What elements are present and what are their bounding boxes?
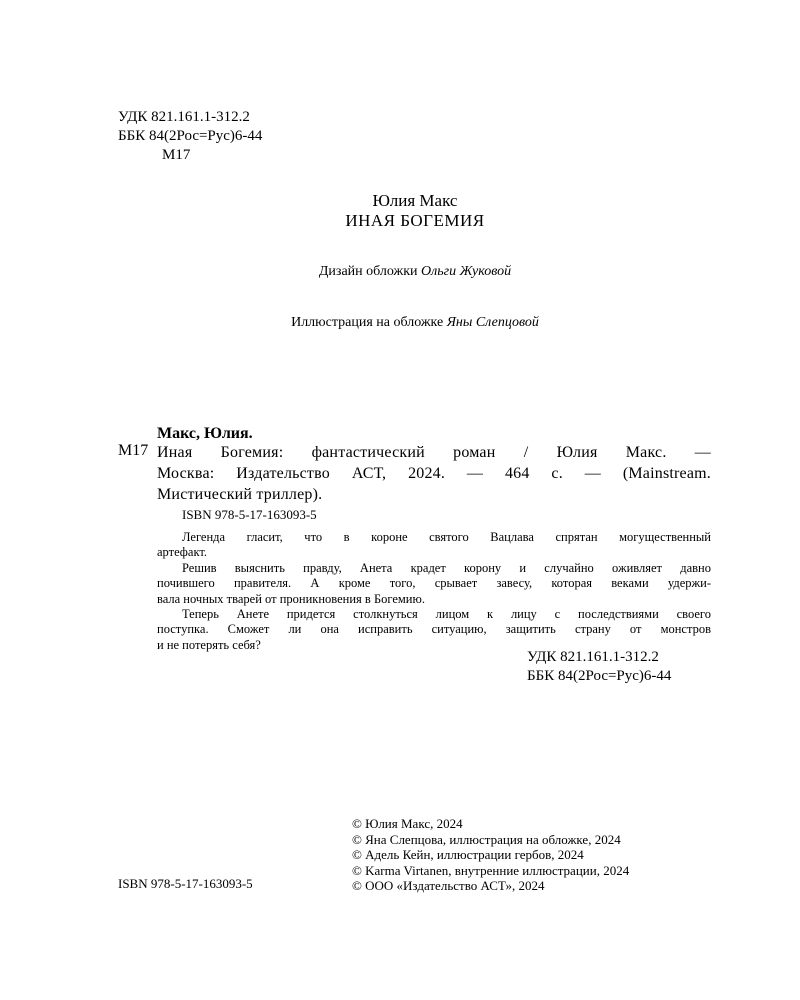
cover-illustration-prefix: Иллюстрация на обложке — [291, 315, 444, 330]
annotation-line: и не потерять себя? — [157, 637, 261, 652]
classification-codes-bottom — [527, 648, 671, 686]
annotation-line: артефакт. — [157, 545, 207, 560]
annotation-line: поступка. Сможет ли она исправить ситуацию, защитить страну от монстров — [157, 622, 711, 637]
copyright-line: © Адель Кейн, иллюстрации гербов, 2024 — [352, 847, 584, 863]
bib-heading: Макс, Юлия. — [157, 425, 253, 442]
bib-isbn: ISBN 978-5-17-163093-5 — [182, 507, 317, 522]
footer-isbn: ISBN 978-5-17-163093-5 — [118, 876, 253, 891]
annotation-line: вала ночных тварей от проникновения в Богемию. — [157, 591, 425, 606]
bbk-code-bottom: ББК 84(2Рос=Рус)6-44 — [527, 668, 672, 684]
annotation-line: Решив выяснить правду, Анета крадет корону и случайно оживляет давно — [182, 560, 711, 575]
bib-line: Москва: Издательство АСТ, 2024. — 464 с. — (Mainstream. — [157, 465, 711, 482]
book-author: Юлия Макс — [372, 191, 458, 210]
copyright-line: © Юлия Макс, 2024 — [352, 816, 463, 831]
annotation-line: Теперь Анете придется столкнуться лицом к лицу с последствиями своего — [182, 607, 711, 622]
cover-design-name: Ольги Жуковой — [421, 264, 512, 279]
copyright-list — [352, 816, 629, 894]
copyright-line: © Яна Слепцова, иллюстрация на обложке, 2024 — [352, 831, 621, 847]
bbk-code: ББК 84(2Рос=Рус)6-44 — [118, 128, 263, 144]
bib-line: Мистический триллер). — [157, 486, 323, 503]
cover-illustration-credit — [0, 315, 800, 331]
copyright-line: © Karma Virtanen, внутренние иллюстрации, 2024 — [352, 862, 630, 878]
book-title: ИНАЯ БОГЕМИЯ — [345, 211, 485, 230]
cover-design-credit — [0, 264, 800, 280]
classification-codes-top — [118, 108, 262, 165]
bib-author-mark: М17 — [118, 442, 149, 459]
copyright-line: © ООО «Издательство АСТ», 2024 — [352, 878, 545, 894]
udk-code: УДК 821.161.1-312.2 — [118, 109, 250, 125]
bib-line: Иная Богемия: фантастический роман / Юлия Макс. — — [157, 444, 711, 461]
cover-illustration-name: Яны Слепцовой — [446, 315, 539, 330]
annotation — [157, 530, 711, 653]
bib-description — [157, 442, 711, 505]
author-mark: М17 — [162, 147, 191, 163]
udk-code-bottom: УДК 821.161.1-312.2 — [527, 649, 659, 665]
cover-design-prefix: Дизайн обложки — [318, 264, 418, 279]
annotation-line: Легенда гласит, что в короне святого Вацлава спрятан могущественный — [182, 530, 711, 544]
annotation-line: почившего правителя. А кроме того, срывает завесу, которая веками удержи- — [157, 576, 711, 591]
